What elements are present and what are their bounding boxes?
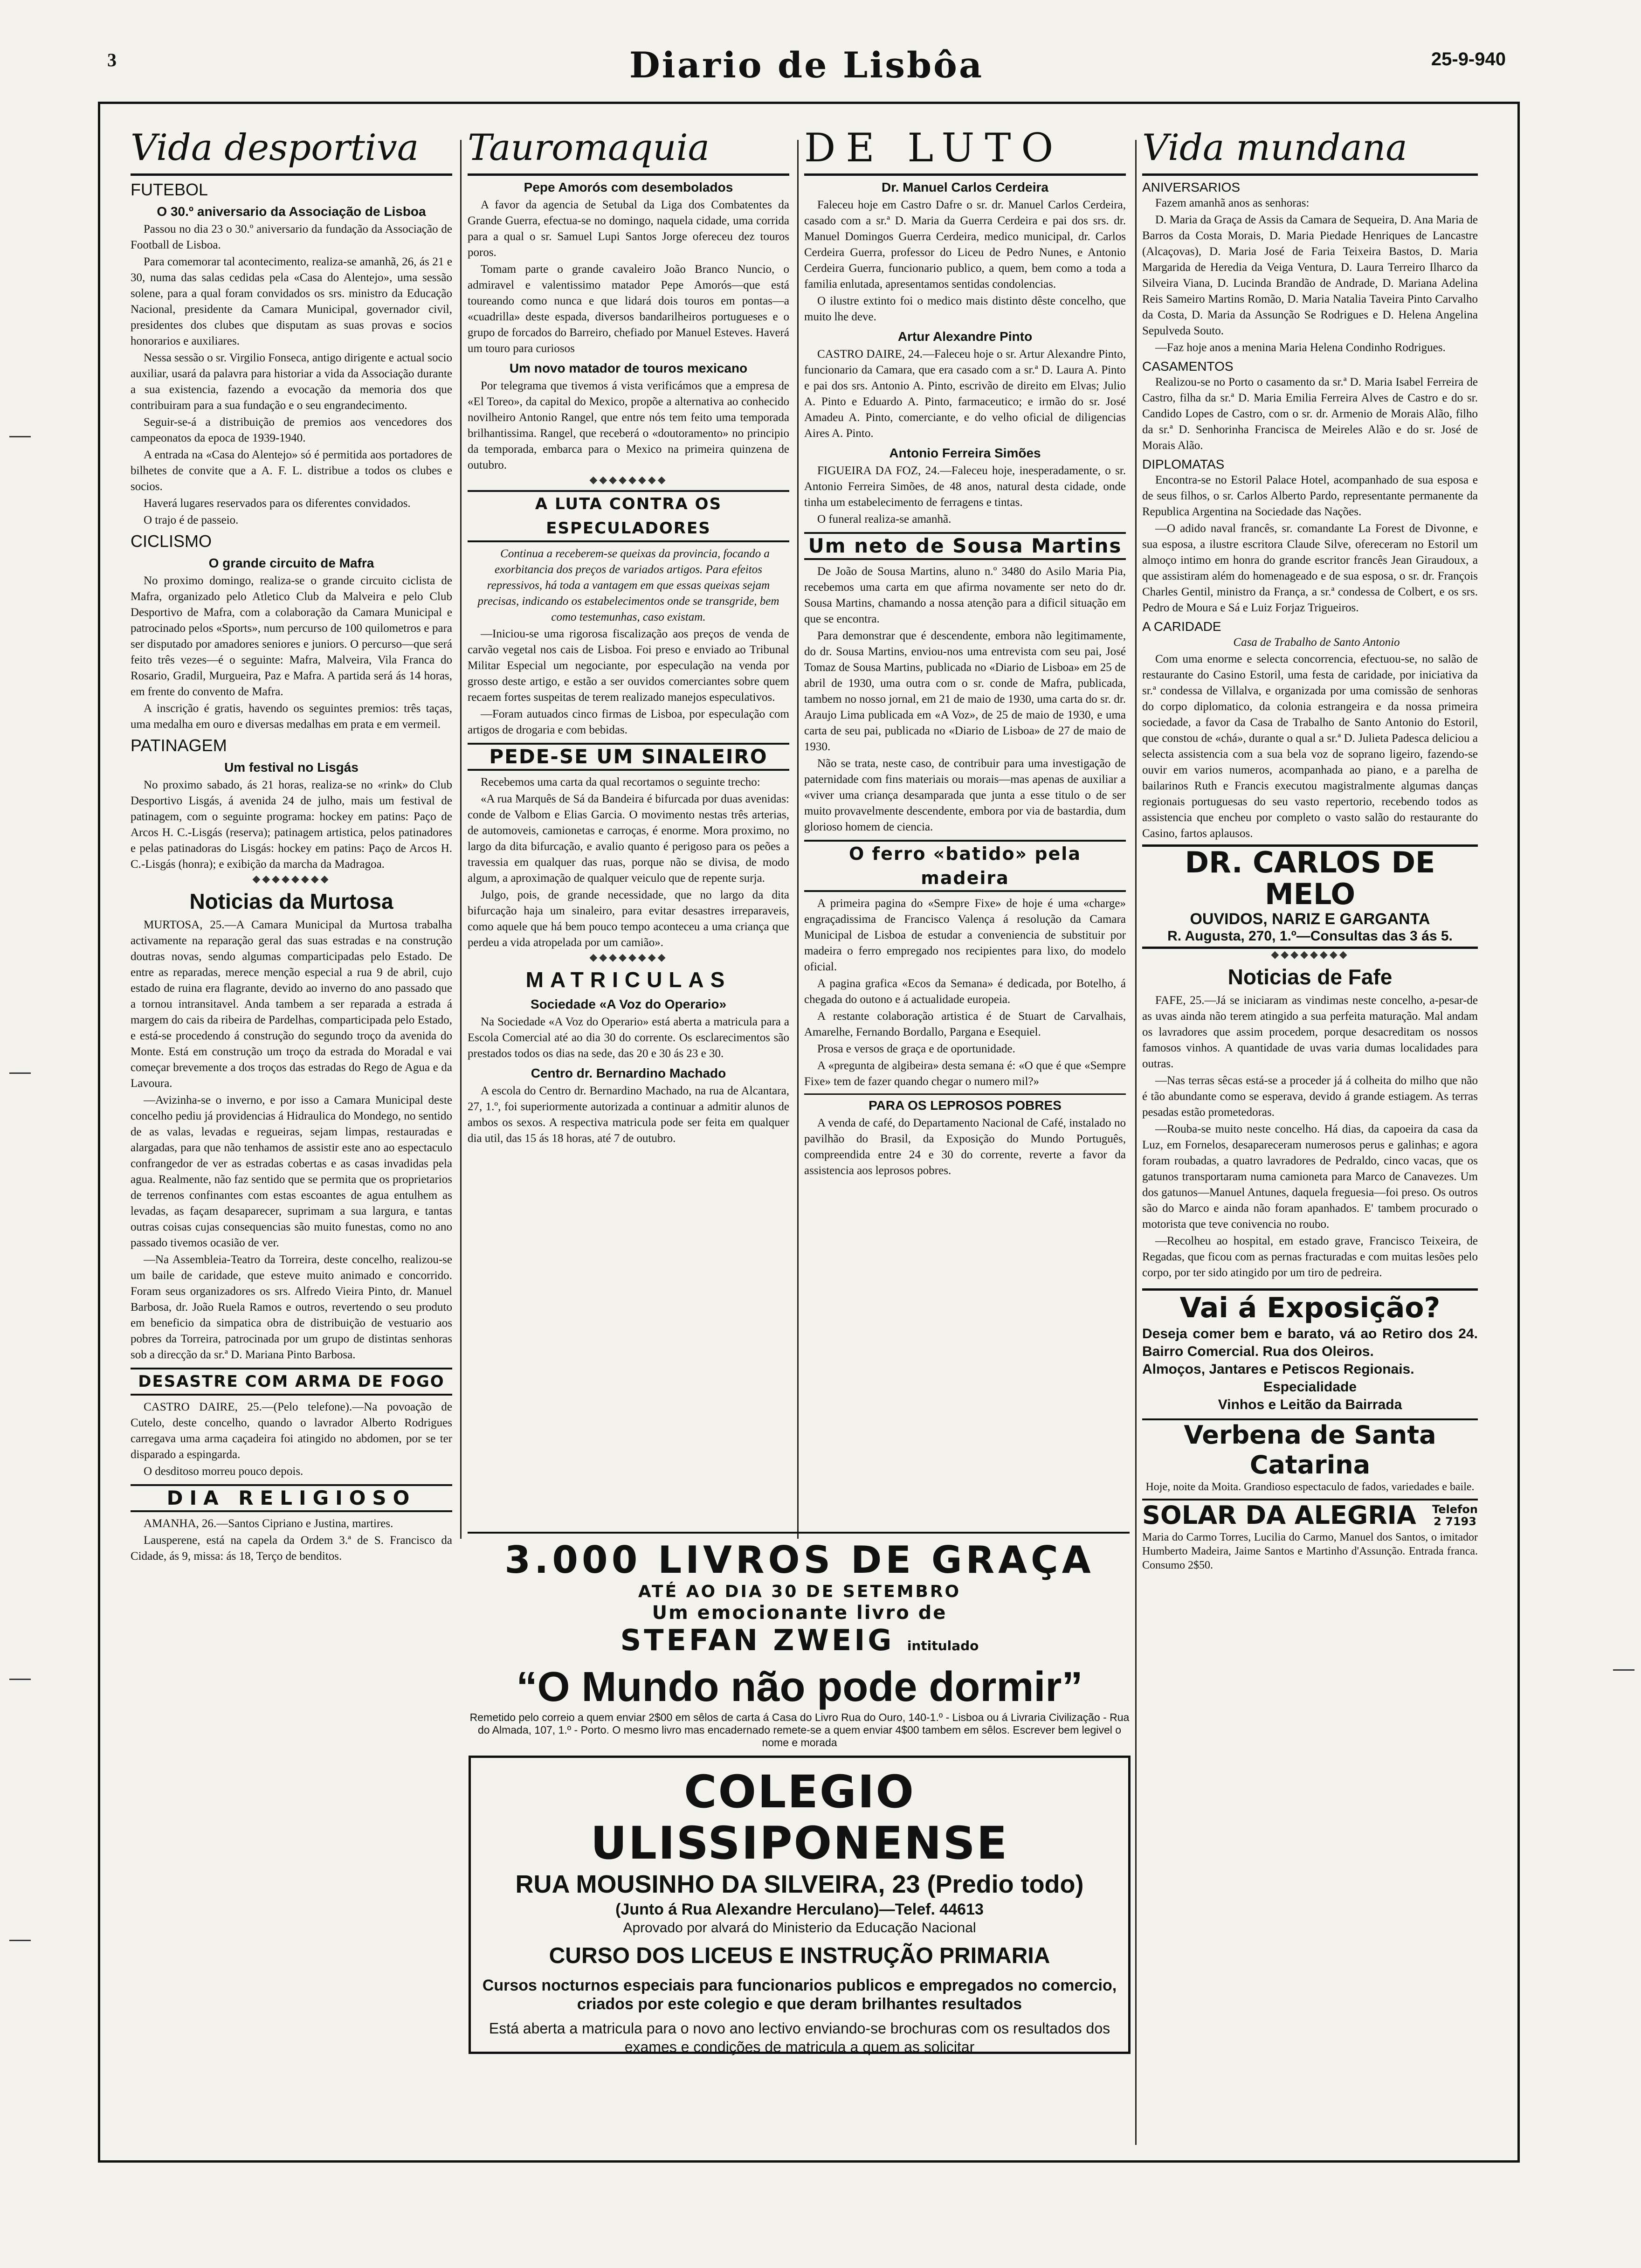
paragraph: Encontra-se no Estoril Palace Hotel, acompanhado de sua esposa e de seus filhos, o sr. Carlos Alberto Pardo, representante permanente da Republica Argentina na Sociedade das Nações. xyxy=(1142,474,1478,518)
article-heading: DIA RELIGIOSO xyxy=(131,1484,452,1512)
paragraph: Tomam parte o grande cavaleiro João Branco Nuncio, o admiravel e valentissimo matador Pepe Amorós—que está toureando como nunca e que lidará dois touros em pontas—a «cuadrilla» deste espada, diversos bandarilheiros portugueses e o grupo de forcados do Barreiro, chefiado por Manuel Esteves. Haverá um touro para curiosos xyxy=(468,263,789,355)
paragraph: O trajo é de passeio. xyxy=(144,514,239,526)
section-heading: Tauromaquia xyxy=(468,122,789,176)
ad-colegio-courses: CURSO DOS LICEUS E INSTRUÇÃO PRIMARIA xyxy=(549,1943,1050,1968)
ad-colegio-ulissiponense xyxy=(469,1756,1131,2054)
page-number: 3 xyxy=(107,49,117,70)
paragraph: O ilustre extinto foi o medico mais distinto dêste concelho, que muito lhe deve. xyxy=(804,295,1126,323)
ad-livros-subtitle: Um emocionante livro de xyxy=(652,1602,947,1624)
ad-verbena-text: Hoje, noite da Moita. Grandioso espectaculo de fados, variedades e baile. xyxy=(1145,1481,1475,1493)
author-name: STEFAN ZWEIG xyxy=(620,1623,895,1657)
ad-colegio-approval: Aprovado por alvará do Ministerio da Educação Nacional xyxy=(623,1920,976,1936)
paragraph: —Avizinha-se o inverno, e por isso a Camara Municipal deste concelho pediu já providencias á Hidraulica do Mondego, no sentido de as valas, levadas e regueiras, sejam limpas, restauradas e alargadas, para que não tenhamos de assistir este ano ao espectaculo confrangedor de ver as estradas cobertas e as casas invadidas pela agua. Realmente, não faz sentido que se permita que os proprietarios de terrenos confinantes com estas escoantes de agua entulhem as levadas, as façam desaparecer, suprimam a sua largura, e tantas outras coisas cujas consequencias são muito funestas, como no ano passado tivemos ocasião de ver. xyxy=(131,1094,452,1249)
paragraph: Passou no dia 23 o 30.º aniversario da fundação da Associação de Football de Lisboa. xyxy=(131,223,452,251)
kicker-caridade: A CARIDADE xyxy=(1142,619,1221,634)
paragraph: A escola do Centro dr. Bernardino Machado, na rua de Alcantara, 27, 1.º, foi superiormente autorizada a continuar a admitir alunos de ambos os sexos. A respectiva matricula pode ser feita em qualquer dia util, das 15 ás 18 horas, até 7 de outubro. xyxy=(468,1085,789,1145)
article-heading: Um neto de Sousa Martins xyxy=(804,532,1126,560)
paragraph: D. Maria da Graça de Assis da Camara de Sequeira, D. Ana Maria de Barros da Costa Morais, D. Maria Piedade Henriques de Lancastre (Alcaçovas), D. Maria José de Faria Teixeira Bastos, D. Maria Margarida de Heredia da Veiga Ventura, D. Laura Terreiro Ilharco da Silveira Viana, D. Lucinda Brandão de Andrade, D. Mariana Adelina Reis Sameiro Martins Romão, D. Maria Natalia Taveira Pinto Carvalho da Costa, D. Maria da Assunção Se Rodrigues e D. Helena Angelina Sepulveda Souto. xyxy=(1142,214,1478,337)
paragraph: —Faz hoje anos a menina Maria Helena Condinho Rodrigues. xyxy=(1155,341,1446,354)
paragraph: Nessa sessão o sr. Virgilio Fonseca, antigo dirigente e actual socio auxiliar, usará da palavra para historiar a vida da Associação durante a sua existencia, fazendo a evocação da memoria dos que contribuiram para a sua fundação e o seu engrandecimento. xyxy=(131,352,452,412)
ad-livros-title: 3.000 LIVROS DE GRAÇA xyxy=(504,1538,1095,1582)
ad-livros-details: Remetido pelo correio a quem enviar 2$00 em sêlos de carta á Casa do Livro Rua do Ouro, 140-1.º - Lisboa ou á Livraria Civilização - Rua do Almada, 107, 1.º - Porto. O mesmo livro mas encadernado remete-se a quem enviar 4$00 tambem em sêlos. Escrever bem legivel o nome e morada xyxy=(469,1711,1130,1749)
column-rule xyxy=(1135,140,1137,2145)
separator: ◆◆◆◆◆◆◆◆ xyxy=(252,873,331,885)
ad-exposicao-heading: Vai á Exposição? xyxy=(1142,1288,1478,1325)
kicker-futebol: FUTEBOL xyxy=(131,180,208,199)
article-heading: Um novo matador de touros mexicano xyxy=(509,361,748,375)
paragraph: FIGUEIRA DA FOZ, 24.—Faleceu hoje, inesperadamente, o sr. Antonio Ferreira Simões, de 48 anos, natural desta cidade, onde tinha um estabelecimento de ferragens e tintas. xyxy=(804,464,1126,509)
paragraph: Por telegrama que tivemos á vista verificámos que a empresa de «El Toreo», da capital do Mexico, propõe a alternativa ao conhecido novilheiro Antonio Rangel, que entre nós tem feito uma temporada brilhantissima. Rangel, que receberá o «doutoramento» no principio da temporada, embarca para o Mexico na primeira quinzena de outubro. xyxy=(468,380,789,471)
article-heading: Pepe Amorós com desembolados xyxy=(524,180,733,194)
phone-number: 2 7193 xyxy=(1434,1515,1476,1528)
separator: ◆◆◆◆◆◆◆◆ xyxy=(1271,948,1349,960)
column-rule xyxy=(797,140,799,1539)
paragraph: CASTRO DAIRE, 25.—(Pelo telefone).—Na povoação de Cutelo, deste concelho, quando o lavrador Alberto Rodrigues carregava uma arma caçadeira foi atingido no abdomen, por se ter disparado a espingarda. xyxy=(131,1401,452,1461)
ad-colegio-night-courses: Cursos nocturnos especiais para funcionarios publicos e empregados no comercio, criados por este colegio e que deram brilhantes resultados xyxy=(482,1977,1117,2013)
ad-livros-book-title: “O Mundo não pode dormir” xyxy=(516,1664,1083,1710)
article-heading: DESASTRE COM ARMA DE FOGO xyxy=(131,1368,452,1396)
kicker-casamentos: CASAMENTOS xyxy=(1142,359,1234,373)
paragraph: —Foram autuados cinco firmas de Lisboa, por especulação com artigos de drogaria e com bebidas. xyxy=(468,708,789,736)
paragraph: «A rua Marquês de Sá da Bandeira é bifurcada por duas avenidas: conde de Valbom e Elias Garcia. O movimento nestas três arterias, de automoveis, camionetas e carroças, é enorme. Mora proximo, no largo da dita bifurcação, e avalio quanto é perigoso para os peões a travessia em qualquer das ruas, porque não se divisa, de modo algum, a aproximação de qualquer veiculo que de repente surja. xyxy=(468,793,789,885)
article-heading: PEDE-SE UM SINALEIRO xyxy=(468,743,789,771)
column-vida-mundana xyxy=(1142,122,1478,2160)
ad-colegio-title: COLEGIO ULISSIPONENSE xyxy=(590,1766,1009,1869)
ad-exposicao-text: Especialidade xyxy=(1263,1379,1357,1395)
paragraph: Recebemos uma carta da qual recortamos o seguinte trecho: xyxy=(481,776,760,788)
paragraph: Julgo, pois, de grande necessidade, que no largo da dita bifurcação haja um sinaleiro, para evitar desastres irreparaveis, como aquele que há bem pouco tempo aconteceu a uma criança que perdeu a vida atropelada por um camião». xyxy=(468,889,789,949)
article-subheading: Centro dr. Bernardino Machado xyxy=(531,1066,726,1080)
paragraph: —Rouba-se muito neste concelho. Há dias, da capoeira da casa da Luz, em Fornelos, desapareceram numerosos perus e galinhas; e agora foram roubadas, a quatro lavradores de Pedraldo, cinco vacas, que os gatunos transportaram numa camioneta para Marco de Canavezes. Um dos gatunos—Manuel Antunes, daquela freguesia—foi preso. Os outros são do Marco e ainda não foram apanhados. E' tambem procurado o motorista que teve conivencia no roubo. xyxy=(1142,1123,1478,1231)
paragraph: A inscrição é gratis, havendo os seguintes premios: três taças, uma medalha em ouro e diversas medalhas em prata e em vermeil. xyxy=(131,702,452,731)
paragraph: —Iniciou-se uma rigorosa fiscalização aos preços de venda de carvão vegetal nos cais de Lisboa. Foi preso e enviado ao Tribunal Militar Especial um negociante, por especulação na venda por grosso deste artigo, e estão a ser ouvidos comerciantes sobre quem recaem fortes suspeitas de terem realizado manejos especulativos. xyxy=(468,628,789,704)
paragraph: Não se trata, neste caso, de contribuir para uma investigação de paternidade com fins materiais ou morais—mas apenas de auxiliar a «viver uma criança desamparada que junta a esse titulo o de ser muito provavelmente descendente, embora por via de bastardia, dum glorioso homem de ciencia. xyxy=(804,757,1126,833)
ad-solar-title: SOLAR DA ALEGRIA xyxy=(1142,1500,1416,1530)
kicker-ciclismo: CICLISMO xyxy=(131,532,212,551)
paragraph: A restante colaboração artistica é de Stuart de Carvalhais, Amarelhe, Fernando Bordallo, Pargana e Esequiel. xyxy=(804,1010,1126,1038)
ad-solar-heading xyxy=(1142,1499,1478,1530)
paragraph: No proximo sabado, ás 21 horas, realiza-se no «rink» do Club Desportivo Lisgás, á avenida 24 de julho, mais um festival de patinagem, com o seguinte programa: hockey em patins: Paço de Arcos H. C.-Lisgás (reserva); patinagem artistica, pelos patinadores e pelas patinadoras do Lisgás: hockey em patins: Paço de Arcos H. C.-Lisgás (honra); e exibição da marcha da Madragoa. xyxy=(131,779,452,871)
ad-colegio-enrolment: Está aberta a matricula para o novo ano lectivo enviando-se brochuras com os resultados dos exames e condições de matricula a quem as solicitar xyxy=(489,2020,1110,2055)
column-vida-desportiva xyxy=(131,122,452,1565)
separator: ◆◆◆◆◆◆◆◆ xyxy=(589,474,668,485)
paragraph: CASTRO DAIRE, 24.—Faleceu hoje o sr. Artur Alexandre Pinto, funcionario da Camara, que era casado com a sr.ª D. Laura A. Pinto e pai dos srs. Antonio A. Pinto, escrivão de direito em Elvas; Julio A. Pinto e Eduardo A. Pinto, farmaceutico; e irmão do sr. José Amadeu A. Pinto, comerciante, e do velho oficial de diligencias Aires A. Pinto. xyxy=(804,348,1126,440)
phone-label: Telefon xyxy=(1432,1503,1478,1516)
horizontal-rule xyxy=(468,1532,1130,1534)
article-heading: O 30.º aniversario da Associação de Lisboa xyxy=(157,204,426,219)
article-heading: O ferro «batido» pela madeira xyxy=(804,840,1126,892)
article-heading: Dr. Manuel Carlos Cerdeira xyxy=(882,180,1048,194)
paragraph: A favor da agencia de Setubal da Liga dos Combatentes da Grande Guerra, efectua-se no domingo, naquela cidade, uma corrida para a qual o sr. Samuel Lupi Santos Jorge ofereceu dez touros poros. xyxy=(468,199,789,259)
margin-mark xyxy=(9,1072,31,1074)
kicker-patinagem: PATINAGEM xyxy=(131,736,227,755)
paragraph: Lausperene, está na capela da Ordem 3.ª de S. Francisco da Cidade, ás 9, missa: ás 18, Terço de benditos. xyxy=(131,1534,452,1563)
article-heading: Um festival no Lisgás xyxy=(224,760,359,774)
ad-exposicao-text: Deseja comer bem e barato, vá ao Retiro dos 24. Bairro Comercial. Rua dos Oleiros. xyxy=(1142,1326,1478,1359)
kicker-diplomatas: DIPLOMATAS xyxy=(1142,457,1225,471)
margin-mark xyxy=(9,1679,31,1680)
separator: ◆◆◆◆◆◆◆◆ xyxy=(589,951,668,963)
article-heading: MATRICULAS xyxy=(525,968,731,992)
page-header xyxy=(107,44,1506,86)
article-heading: Antonio Ferreira Simões xyxy=(889,446,1041,460)
margin-mark xyxy=(1613,1669,1634,1671)
paragraph: A venda de café, do Departamento Nacional de Café, instalado no pavilhão do Brasil, da Exposição do Mundo Português, compreendida entre 24 e 30 do corrente, reverte a favor da assistencia aos leprosos pobres. xyxy=(804,1117,1126,1177)
ad-livros-author xyxy=(469,1624,1131,1663)
paragraph: FAFE, 25.—Já se iniciaram as vindimas neste concelho, a-pesar-de as uvas ainda não terem atingido a sua perfeita maturação. Mal andam os lavradores que assim procedem, porque desacreditam os nossos famosos vinhos. A quantidade de uvas varia dumas localidades para outras. xyxy=(1142,994,1478,1070)
article-subheading: Casa de Trabalho de Santo Antonio xyxy=(1233,636,1400,649)
ad-exposicao-text: Vinhos e Leitão da Bairrada xyxy=(1218,1397,1402,1412)
ad-melo-specialty: OUVIDOS, NARIZ E GARGANTA xyxy=(1190,910,1430,928)
paragraph: Prosa e versos de graça e de oportunidade. xyxy=(817,1043,1015,1055)
ad-melo-address: R. Augusta, 270, 1.º—Consultas das 3 ás 5. xyxy=(1142,928,1478,949)
section-heading: DE LUTO xyxy=(804,122,1126,176)
issue-date: 25-9-940 xyxy=(1431,49,1506,69)
paragraph: De João de Sousa Martins, aluno n.º 3480 do Asilo Maria Pia, recebemos uma carta em que afirma novamente ser neto do dr. Sousa Martins, chamando a nossa atenção para a dificil situação em que se encontra. xyxy=(804,565,1126,625)
column-tauromaquia xyxy=(468,122,789,1535)
ad-solar-phone xyxy=(1432,1503,1478,1528)
column-de-luto xyxy=(804,122,1126,1535)
paragraph: —Nas terras sêcas está-se a proceder já á colheita do milho que não é tão abundante como se esperava, devido á grande estiagem. As terras pesadas estão prometedoras. xyxy=(1142,1074,1478,1119)
article-heading: O grande circuito de Mafra xyxy=(208,556,374,570)
margin-mark xyxy=(9,1940,31,1941)
ad-solar-text: Maria do Carmo Torres, Lucilia do Carmo, Manuel dos Santos, o imitador Humberto Madeira, Jaime Santos e Martinho d'Assunção. Entrada franca. Consumo 2$50. xyxy=(1142,1531,1478,1571)
author-suffix: intitulado xyxy=(907,1638,979,1653)
article-heading: Noticias da Murtosa xyxy=(189,889,393,913)
paragraph: Fazem amanhã anos as senhoras: xyxy=(1155,197,1310,209)
ad-livros-deadline: ATÉ AO DIA 30 DE SETEMBRO xyxy=(638,1582,961,1601)
ad-colegio-address: RUA MOUSINHO DA SILVEIRA, 23 (Predio todo) xyxy=(515,1870,1084,1898)
paragraph: A entrada na «Casa do Alentejo» só é permitida aos portadores de bilhetes de convite que a A. F. L. distribue a todos os clubes e socios. xyxy=(131,449,452,493)
paragraph: —O adido naval francês, sr. comandante La Forest de Divonne, e sua esposa, a ilustre escritora Claude Silve, ofereceram no Estoril um almoço intimo em honra do grande escritor francês Jean Giraudoux, a que assistiram além do homenageado e de sua esposa, o sr. dr. François Charles Gentil, ministro da França, a sr.ª condessa de Colbert, e os srs. Pedro de Moura e Sá e Luiz Forjaz Trigueiros. xyxy=(1142,522,1478,614)
paragraph: A «pregunta de algibeira» desta semana é: «O que é que «Sempre Fixe» tem de fazer quando chegar o numero mil?» xyxy=(804,1059,1126,1088)
paragraph: AMANHA, 26.—Santos Cipriano e Justina, martires. xyxy=(144,1517,393,1530)
paragraph: O funeral realiza-se amanhã. xyxy=(817,513,952,526)
section-heading: Vida mundana xyxy=(1142,122,1478,176)
paragraph: —Recolheu ao hospital, em estado grave, Francisco Teixeira, de Regadas, que ficou com as pernas fracturadas e com muitas lesões pelo corpo, por ter sido atingido por um tiro de pedreira. xyxy=(1142,1235,1478,1279)
paragraph: No proximo domingo, realiza-se o grande circuito ciclista de Mafra, organizado pelo Atletico Club da Malveira e pelo Club Desportivo de Mafra, com a colaboração da Camara Municipal e patrocinado pelos «Sports», num percurso de 100 quilometros e para ser disputado por amadores seniores e juniors. O percurso—que será feito três vezes—é o seguinte: Mafra, Malveira, Vila Franca do Rosario, Gradil, Murgueira, Paz e Mafra. A partida será ás 14 horas, em frente do convento de Mafra. xyxy=(131,574,452,698)
ad-exposicao-text: Almoços, Jantares e Petiscos Regionais. xyxy=(1142,1362,1414,1377)
paragraph: Faleceu hoje em Castro Dafre o sr. dr. Manuel Carlos Cerdeira, casado com a sr.ª D. Maria da Guerra Cerdeira e pai dos srs. dr. Manuel Domingos Guerra Cerdeira, medico municipal, dr. Carlos Cerdeira Guerra, professor do Liceu de Pedro Nunes, e Antonio Cerdeira Guerra, funcionario publico, a quem, bem como a toda a familia enlutada, apresentamos sentidas condolencias. xyxy=(804,199,1126,290)
article-subheading: Continua a receberem-se queixas da provincia, focando a exorbitancia dos preços de variados artigos. Para efeitos repressivos, há toda a vantagem em que essas queixas sejam precisas, indicando os estabelecimentos onde se transgride, bem como testemunhas, caso existam. xyxy=(477,547,779,623)
paragraph: Para demonstrar que é descendente, embora não legitimamente, do dr. Sousa Martins, enviou-nos uma entrevista com seu pai, José Tomaz de Sousa Martins, publicada no «Diario de Lisboa» em 25 de abril de 1930, uma outra com o sr. conde de Mafra, publicada, tambem no nosso jornal, em 21 de maio de 1930, uma carta do sr. dr. Araujo Lima publicada em «A Voz», de 25 de maio de 1930, e uma carta de seu pai, publicada no «Diario de Lisboa» de 27 de maio de 1930. xyxy=(804,629,1126,753)
paragraph: Realizou-se no Porto o casamento da sr.ª D. Maria Isabel Ferreira de Castro, filha da sr.ª D. Maria Emilia Ferreira Alves de Castro e do sr. Candido Lopes de Castro, com o sr. dr. Armenio de Morais Alão, filho da sr.ª D. Senhorinha Francisca de Meireles Alão e do sr. José de Morais Alão. xyxy=(1142,376,1478,452)
section-heading: Vida desportiva xyxy=(131,122,452,176)
margin-mark xyxy=(9,436,31,437)
paragraph: Com uma enorme e selecta concorrencia, efectuou-se, no salão de restaurante do Casino Estoril, uma festa de caridade, por iniciativa da sr.ª condessa de Villalva, e organizada por uma comissão de senhoras do corpo diplomatico, da colonia estrangeira e da nossa primeira sociedade, a favor da Casa de Trabalho de Santo Antonio do Estoril, que constou de «chá», durante o qual a sr.ª D. Julieta Padesca deliciou a selecta assistencia com a sua bela voz de soprano ligeiro, fazendo-se ouvir em varios numeros, acompanhada ao piano, e a parelha de bailarinos Ruth e Francis executou magistralmente algumas danças regionais portuguesas do seu vasto repertorio, recebendo todos as assistencia que encheu por completo o vasto salão do restaurante do Casino, fartos aplausos. xyxy=(1142,653,1478,840)
paragraph: Para comemorar tal acontecimento, realiza-se amanhã, 26, ás 21 e 30, numa das salas cedidas pela «Casa do Alentejo», uma sessão solene, para a qual foram convidados os srs. ministro da Educação Nacional, presidente da Camara Municipal, governador civil, presidentes dos clubes que disputam as suas provas e socios honorarios e auxiliares. xyxy=(131,256,452,347)
paragraph: Haverá lugares reservados para os diferentes convidados. xyxy=(144,497,411,510)
article-heading: Artur Alexandre Pinto xyxy=(897,329,1033,344)
paragraph: O desditoso morreu pouco depois. xyxy=(144,1465,303,1478)
column-rule xyxy=(460,140,462,1539)
paragraph: A pagina grafica «Ecos da Semana» é dedicada, por Botelho, á chegada do outono e á actualidade europeia. xyxy=(804,977,1126,1006)
paragraph: MURTOSA, 25.—A Camara Municipal da Murtosa trabalha activamente na reparação geral das suas estradas e na construção doutras novas, sendo algumas comparticipadas pelo Estado. De entre as reparadas, merece menção especial a rua 9 de abril, cujo estado de ruina era flagrante, devido ao inverno do ano passado que a tornou intransitavel. Anda tambem a ser reparada a estrada á margem do cais da ribeira de Pardelhas, comparticipada pelo Estado, e está-se procedendo á construção do segundo troço da avenida do Monte. Está em construção um troço da estrada do Moradal e vai começar brevemente a dos troços das estradas do Rego de Agua e da Lavoura. xyxy=(131,919,452,1090)
paragraph: Na Sociedade «A Voz do Operario» está aberta a matricula para a Escola Comercial até ao dia 30 do corrente. Os esclarecimentos são prestados todos os dias na sede, das 20 e 30 ás 23 e 30. xyxy=(468,1016,789,1060)
article-heading: PARA OS LEPROSOS POBRES xyxy=(804,1093,1126,1113)
article-heading: A LUTA CONTRA OS ESPECULADORES xyxy=(468,490,789,542)
article-heading: Noticias de Fafe xyxy=(1227,965,1393,989)
kicker-aniversarios: ANIVERSARIOS xyxy=(1142,180,1241,194)
ad-verbena-heading: Verbena de Santa Catarina xyxy=(1142,1418,1478,1480)
article-subheading: Sociedade «A Voz do Operario» xyxy=(530,997,727,1011)
paragraph: —Na Assembleia-Teatro da Torreira, deste concelho, realizou-se um baile de caridade, que esteve muito animado e concorrido. Foram seus organizadores os srs. Alfredo Vieira Pinto, dr. Manuel Barbosa, dr. João Ruela Ramos e outros, revertendo o seu produto em beneficio da simpatica obra de distribuição de vestuario aos pobres da Torreira, patrocinada por um grupo de distintas senhoras sob a direcção da sr.ª D. Mariana Pinto Barbosa. xyxy=(131,1253,452,1361)
ad-colegio-phone: (Junto á Rua Alexandre Herculano)—Telef. 44613 xyxy=(615,1901,984,1918)
paragraph: Seguir-se-á a distribuição de premios aos vencedores dos campeonatos da epoca de 1939-1940. xyxy=(131,416,452,444)
newspaper-masthead: Diario de Lisbôa xyxy=(629,44,984,86)
paragraph: A primeira pagina do «Sempre Fixe» de hoje é uma «charge» engraçadissima de Francisco Valença á resolução da Camara Municipal de Lisboa de estudar a conveniencia de substituir por madeira o ferro empregado nos recipientes para lixo, do modelo oficial. xyxy=(804,897,1126,973)
ad-livros-de-graca xyxy=(469,1538,1131,1749)
ad-dr-carlos-de-melo: DR. CARLOS DE MELO xyxy=(1142,844,1478,910)
